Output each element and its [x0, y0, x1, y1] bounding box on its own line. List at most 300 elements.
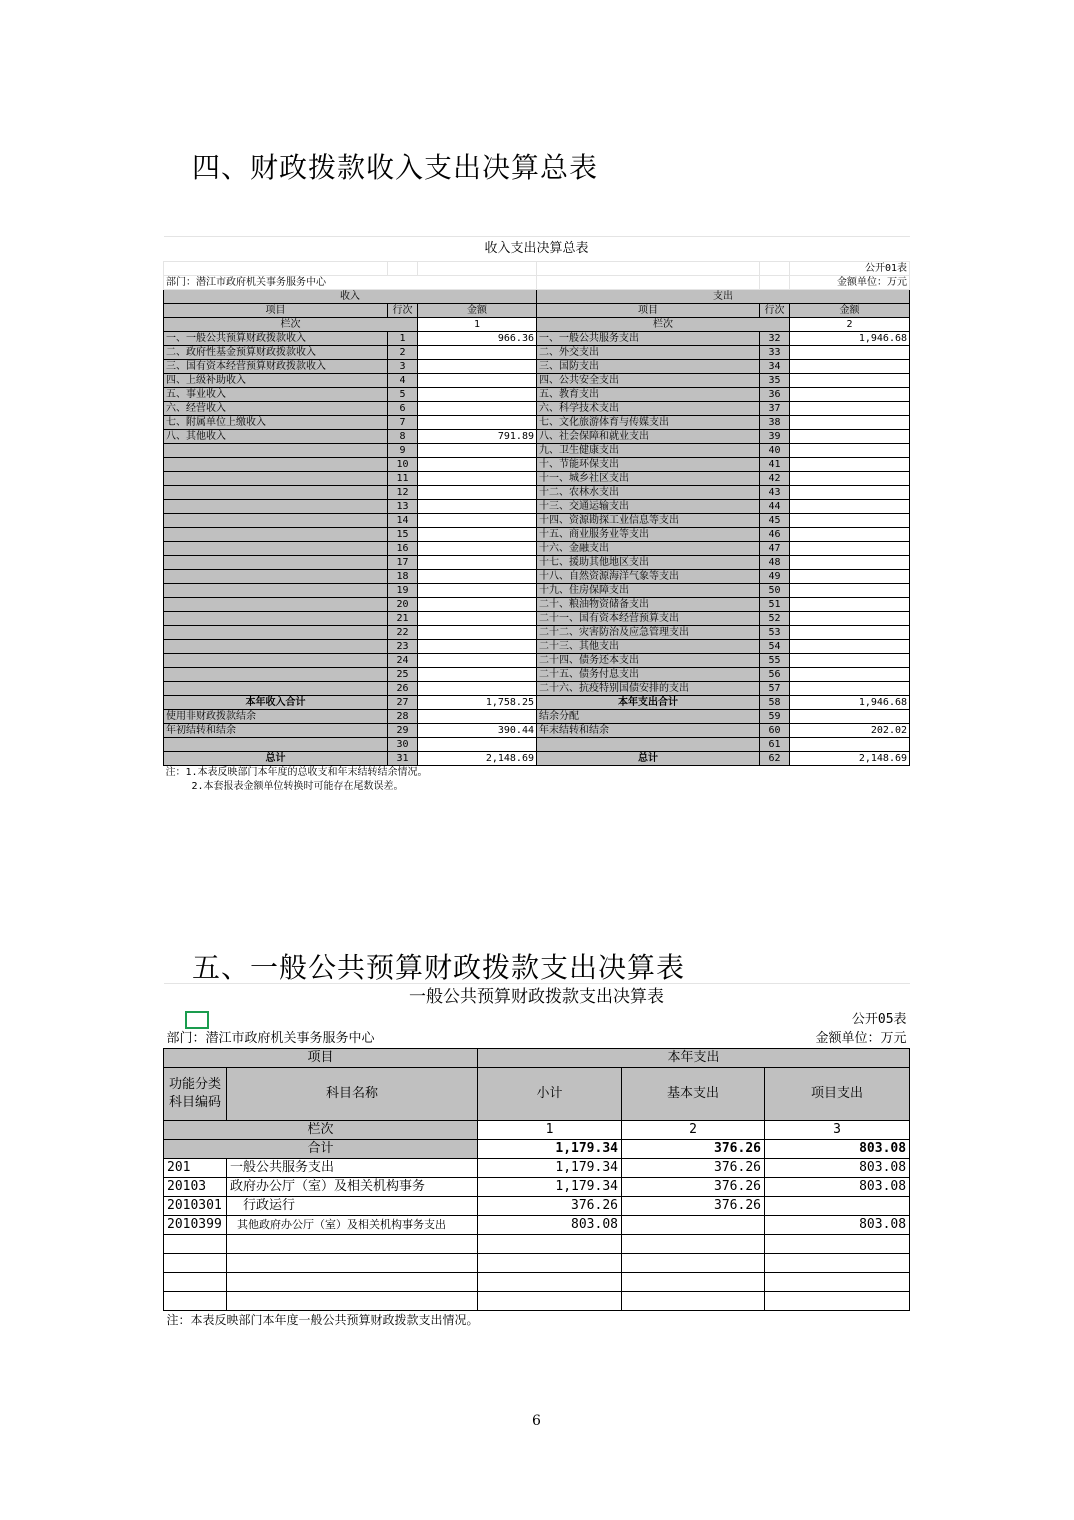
income-item: 使用非财政拨款结余: [164, 710, 388, 724]
table-row: [164, 500, 910, 514]
note-2: 2.本套报表金额单位转换时可能存在尾数误差。: [191, 781, 404, 792]
table-row: [164, 430, 910, 444]
subject-code: 201: [164, 1159, 227, 1178]
col-subject-name: 科目名称: [227, 1068, 478, 1121]
table2-title: 一般公共预算财政拨款支出决算表: [164, 984, 910, 1011]
income-row-no: 24: [388, 654, 418, 668]
expense-row-no: 37: [760, 402, 790, 416]
income-row-no: 12: [388, 486, 418, 500]
expense-item: 十六、金融支出: [537, 542, 760, 556]
note-1: 注：1.本表反映部门本年度的总收支和年末结转结余情况。: [165, 767, 428, 778]
section-heading-4: 四、财政拨款收入支出决算总表: [192, 151, 599, 184]
income-row-no: 13: [388, 500, 418, 514]
income-row-no: 23: [388, 640, 418, 654]
expense-row-no: 38: [760, 416, 790, 430]
col-item-income: 项目: [164, 304, 388, 318]
income-amount: [418, 472, 537, 486]
empty-cell: [227, 1292, 478, 1311]
expense-amount: [790, 598, 910, 612]
table-row: [164, 696, 910, 710]
project-expense: 803.08: [765, 1159, 910, 1178]
expense-amount: [790, 416, 910, 430]
income-item: [164, 486, 388, 500]
lanci-2: 2: [790, 318, 910, 332]
expense-item: 二十二、灾害防治及应急管理支出: [537, 626, 760, 640]
empty-cell: [164, 1235, 227, 1254]
income-amount: [418, 402, 537, 416]
expense-item: 十七、援助其他地区支出: [537, 556, 760, 570]
income-header: 收入: [164, 290, 537, 304]
col-row-income: 行次: [388, 304, 418, 318]
income-row-no: 8: [388, 430, 418, 444]
table1-dept: 部门：潜江市政府机关事务服务中心: [164, 276, 537, 290]
basic-expense: 376.26: [622, 1197, 765, 1216]
income-row-no: 26: [388, 682, 418, 696]
table2-code: 公开05表: [851, 1012, 907, 1027]
col-item-expense: 项目: [537, 304, 760, 318]
income-item: 本年收入合计: [164, 696, 388, 710]
expense-amount: [790, 738, 910, 752]
expense-row-no: 36: [760, 388, 790, 402]
income-item: [164, 458, 388, 472]
income-item: [164, 738, 388, 752]
expense-item: 七、文化旅游体育与传媒支出: [537, 416, 760, 430]
expense-row-no: 39: [760, 430, 790, 444]
expense-item: 二、外交支出: [537, 346, 760, 360]
expense-header: 支出: [537, 290, 910, 304]
table-row: [164, 360, 910, 374]
table-row: [164, 724, 910, 738]
table-row: [164, 682, 910, 696]
income-amount: [418, 668, 537, 682]
empty-row: [164, 1292, 910, 1311]
subtotal: 376.26: [478, 1197, 622, 1216]
income-item: [164, 542, 388, 556]
total-subtotal: 1,179.34: [478, 1140, 622, 1159]
income-amount: [418, 374, 537, 388]
table-row: [164, 486, 910, 500]
table-row: [164, 640, 910, 654]
table-row: [164, 1197, 910, 1216]
expense-amount: [790, 710, 910, 724]
income-row-no: 14: [388, 514, 418, 528]
section-heading-5: 五、一般公共预算财政拨款支出决算表: [192, 951, 686, 984]
expense-row-no: 34: [760, 360, 790, 374]
income-row-no: 9: [388, 444, 418, 458]
expense-row-no: 44: [760, 500, 790, 514]
table2-dept: 部门：潜江市政府机关事务服务中心: [166, 1031, 375, 1046]
table-row: [164, 332, 910, 346]
expense-row-no: 52: [760, 612, 790, 626]
income-item: [164, 444, 388, 458]
expense-item: 十、节能环保支出: [537, 458, 760, 472]
expense-row-no: 49: [760, 570, 790, 584]
income-amount: [418, 570, 537, 584]
expense-item: 九、卫生健康支出: [537, 444, 760, 458]
empty-cell: [478, 1235, 622, 1254]
table-row: [164, 514, 910, 528]
income-row-no: 31: [388, 752, 418, 766]
table-row: [164, 710, 910, 724]
expense-item: 十九、住房保障支出: [537, 584, 760, 598]
income-amount: [418, 612, 537, 626]
income-item: 八、其他收入: [164, 430, 388, 444]
table-row: [164, 738, 910, 752]
lanci-label-income: 栏次: [164, 318, 418, 332]
empty-cell: [765, 1254, 910, 1273]
expense-row-no: 40: [760, 444, 790, 458]
income-amount: [418, 640, 537, 654]
general-budget-expense-table: [163, 983, 909, 1329]
total-project: 803.08: [765, 1140, 910, 1159]
project-expense: [765, 1197, 910, 1216]
expense-item: 四、公共安全支出: [537, 374, 760, 388]
income-item: [164, 626, 388, 640]
empty-row: [164, 1273, 910, 1292]
expense-amount: [790, 472, 910, 486]
income-row-no: 21: [388, 612, 418, 626]
income-row-no: 5: [388, 388, 418, 402]
income-row-no: 19: [388, 584, 418, 598]
income-row-no: 16: [388, 542, 418, 556]
expense-item: 三、国防支出: [537, 360, 760, 374]
table-row: [164, 612, 910, 626]
table-row: [164, 346, 910, 360]
income-amount: 966.36: [418, 332, 537, 346]
table-row: [164, 472, 910, 486]
income-item: [164, 668, 388, 682]
expense-row-no: 33: [760, 346, 790, 360]
income-item: [164, 500, 388, 514]
income-item: [164, 514, 388, 528]
expense-amount: [790, 528, 910, 542]
expense-row-no: 48: [760, 556, 790, 570]
income-amount: [418, 626, 537, 640]
expense-row-no: 32: [760, 332, 790, 346]
expense-row-no: 59: [760, 710, 790, 724]
subject-code: 2010399: [164, 1216, 227, 1235]
income-item: 四、上级补助收入: [164, 374, 388, 388]
income-item: [164, 528, 388, 542]
table2-note: 注：本表反映部门本年度一般公共预算财政拨款支出情况。: [166, 1313, 479, 1327]
table-row: [164, 570, 910, 584]
expense-item: 二十、粮油物资储备支出: [537, 598, 760, 612]
income-amount: [418, 514, 537, 528]
income-amount: [418, 542, 537, 556]
income-amount: [418, 682, 537, 696]
table-row: [164, 1178, 910, 1197]
lanci-label-expense: 栏次: [537, 318, 790, 332]
expense-item: 年末结转和结余: [537, 724, 760, 738]
subject-code: 20103: [164, 1178, 227, 1197]
empty-cell: [227, 1273, 478, 1292]
income-amount: [418, 444, 537, 458]
expense-amount: [790, 654, 910, 668]
income-item: [164, 556, 388, 570]
income-item: [164, 570, 388, 584]
table-row: [164, 752, 910, 766]
income-amount: 2,148.69: [418, 752, 537, 766]
expense-item: 二十五、债务付息支出: [537, 668, 760, 682]
table1-code: 公开01表: [790, 262, 910, 276]
expense-amount: 2,148.69: [790, 752, 910, 766]
expense-amount: [790, 584, 910, 598]
income-expense-summary-table: [163, 236, 909, 794]
expense-item: 五、教育支出: [537, 388, 760, 402]
expense-item: 十四、资源勘探工业信息等支出: [537, 514, 760, 528]
lanci-label: 栏次: [164, 1121, 478, 1140]
income-item: 三、国有资本经营预算财政拨款收入: [164, 360, 388, 374]
table-row: [164, 374, 910, 388]
income-amount: [418, 584, 537, 598]
expense-amount: [790, 444, 910, 458]
col-item: 项目: [164, 1049, 478, 1068]
expense-item: 十三、交通运输支出: [537, 500, 760, 514]
income-amount: [418, 486, 537, 500]
expense-item: 六、科学技术支出: [537, 402, 760, 416]
expense-amount: 1,946.68: [790, 332, 910, 346]
empty-cell: [478, 1273, 622, 1292]
expense-row-no: 50: [760, 584, 790, 598]
expense-item: 结余分配: [537, 710, 760, 724]
expense-row-no: 51: [760, 598, 790, 612]
table-row: [164, 556, 910, 570]
col-basic: 基本支出: [622, 1068, 765, 1121]
income-row-no: 11: [388, 472, 418, 486]
expense-amount: [790, 640, 910, 654]
expense-row-no: 46: [760, 528, 790, 542]
income-amount: [418, 528, 537, 542]
income-item: 五、事业收入: [164, 388, 388, 402]
expense-row-no: 42: [760, 472, 790, 486]
table-row: [164, 388, 910, 402]
table-row: [164, 458, 910, 472]
col-row-expense: 行次: [760, 304, 790, 318]
expense-item: 十一、城乡社区支出: [537, 472, 760, 486]
expense-row-no: 56: [760, 668, 790, 682]
empty-cell: [164, 1254, 227, 1273]
expense-amount: [790, 626, 910, 640]
subject-name: 行政运行: [227, 1197, 478, 1216]
income-row-no: 15: [388, 528, 418, 542]
expense-item: 十二、农林水支出: [537, 486, 760, 500]
expense-row-no: 45: [760, 514, 790, 528]
empty-cell: [164, 1292, 227, 1311]
expense-amount: [790, 486, 910, 500]
table-row: [164, 1159, 910, 1178]
cell-selection-indicator[interactable]: [185, 1011, 209, 1029]
expense-amount: [790, 556, 910, 570]
expense-item: 八、社会保障和就业支出: [537, 430, 760, 444]
table-row: [164, 668, 910, 682]
income-item: 二、政府性基金预算财政拨款收入: [164, 346, 388, 360]
expense-row-no: 55: [760, 654, 790, 668]
lanci-1: 1: [418, 318, 537, 332]
expense-row-no: 41: [760, 458, 790, 472]
total-basic: 376.26: [622, 1140, 765, 1159]
basic-expense: 376.26: [622, 1178, 765, 1197]
table-row: [164, 416, 910, 430]
table1-unit: 金额单位：万元: [790, 276, 910, 290]
subject-name: 政府办公厅（室）及相关机构事务: [227, 1178, 478, 1197]
income-row-no: 4: [388, 374, 418, 388]
income-amount: [418, 500, 537, 514]
income-amount: [418, 346, 537, 360]
table-row: [164, 1216, 910, 1235]
subtotal: 1,179.34: [478, 1159, 622, 1178]
project-expense: 803.08: [765, 1216, 910, 1235]
expense-amount: [790, 612, 910, 626]
expense-amount: [790, 458, 910, 472]
expense-amount: 1,946.68: [790, 696, 910, 710]
income-amount: [418, 458, 537, 472]
empty-cell: [765, 1273, 910, 1292]
expense-amount: [790, 668, 910, 682]
expense-item: 二十四、债务还本支出: [537, 654, 760, 668]
expense-amount: [790, 542, 910, 556]
income-amount: [418, 654, 537, 668]
income-row-no: 30: [388, 738, 418, 752]
income-amount: [418, 598, 537, 612]
col-project: 项目支出: [765, 1068, 910, 1121]
income-amount: 1,758.25: [418, 696, 537, 710]
income-row-no: 17: [388, 556, 418, 570]
income-amount: [418, 388, 537, 402]
subtotal: 1,179.34: [478, 1178, 622, 1197]
table-row: [164, 584, 910, 598]
expense-amount: [790, 570, 910, 584]
income-row-no: 10: [388, 458, 418, 472]
income-row-no: 29: [388, 724, 418, 738]
income-amount: 791.89: [418, 430, 537, 444]
income-item: [164, 654, 388, 668]
col-amount-income: 金额: [418, 304, 537, 318]
expense-amount: [790, 682, 910, 696]
income-amount: [418, 710, 537, 724]
expense-row-no: 35: [760, 374, 790, 388]
col-amount-expense: 金额: [790, 304, 910, 318]
col-subtotal: 小计: [478, 1068, 622, 1121]
income-row-no: 25: [388, 668, 418, 682]
empty-cell: [765, 1235, 910, 1254]
income-row-no: 6: [388, 402, 418, 416]
basic-expense: 376.26: [622, 1159, 765, 1178]
income-item: [164, 682, 388, 696]
expense-item: 本年支出合计: [537, 696, 760, 710]
empty-row: [164, 1235, 910, 1254]
table1-title: 收入支出决算总表: [164, 237, 910, 262]
expense-row-no: 47: [760, 542, 790, 556]
empty-cell: [622, 1292, 765, 1311]
empty-cell: [622, 1273, 765, 1292]
expense-amount: [790, 402, 910, 416]
expense-amount: [790, 514, 910, 528]
income-item: 总计: [164, 752, 388, 766]
expense-row-no: 53: [760, 626, 790, 640]
subject-name: 其他政府办公厅（室）及相关机构事务支出: [227, 1216, 478, 1235]
expense-item: 二十一、国有资本经营预算支出: [537, 612, 760, 626]
expense-amount: [790, 360, 910, 374]
income-item: 七、附属单位上缴收入: [164, 416, 388, 430]
income-amount: [418, 416, 537, 430]
income-amount: 390.44: [418, 724, 537, 738]
income-item: [164, 612, 388, 626]
total-label: 合计: [164, 1140, 478, 1159]
table-row: [164, 598, 910, 612]
expense-amount: [790, 430, 910, 444]
income-item: [164, 472, 388, 486]
table-row: [164, 542, 910, 556]
income-row-no: 7: [388, 416, 418, 430]
expense-amount: [790, 346, 910, 360]
empty-cell: [478, 1292, 622, 1311]
project-expense: 803.08: [765, 1178, 910, 1197]
income-row-no: 2: [388, 346, 418, 360]
table-row: [164, 402, 910, 416]
income-row-no: 27: [388, 696, 418, 710]
expense-item: 一、一般公共服务支出: [537, 332, 760, 346]
expense-item: 十八、自然资源海洋气象等支出: [537, 570, 760, 584]
expense-amount: [790, 388, 910, 402]
income-item: [164, 584, 388, 598]
income-item: 一、一般公共预算财政拨款收入: [164, 332, 388, 346]
income-row-no: 28: [388, 710, 418, 724]
expense-item: 十五、商业服务业等支出: [537, 528, 760, 542]
income-item: [164, 640, 388, 654]
expense-row-no: 54: [760, 640, 790, 654]
income-row-no: 18: [388, 570, 418, 584]
expense-row-no: 58: [760, 696, 790, 710]
expense-amount: [790, 374, 910, 388]
expense-item: 二十六、抗疫特别国债安排的支出: [537, 682, 760, 696]
empty-cell: [622, 1254, 765, 1273]
basic-expense: [622, 1216, 765, 1235]
income-amount: [418, 360, 537, 374]
income-item: 年初结转和结余: [164, 724, 388, 738]
table-row: [164, 444, 910, 458]
expense-amount: 202.02: [790, 724, 910, 738]
col-current-year: 本年支出: [478, 1049, 910, 1068]
expense-row-no: 43: [760, 486, 790, 500]
income-row-no: 3: [388, 360, 418, 374]
empty-cell: [227, 1254, 478, 1273]
lanci-2: 2: [622, 1121, 765, 1140]
subject-name: 一般公共服务支出: [227, 1159, 478, 1178]
expense-item: [537, 738, 760, 752]
income-amount: [418, 556, 537, 570]
empty-row: [164, 1254, 910, 1273]
page-number: 6: [532, 1413, 541, 1429]
expense-item: 二十三、其他支出: [537, 640, 760, 654]
income-row-no: 1: [388, 332, 418, 346]
income-item: 六、经营收入: [164, 402, 388, 416]
table-row: [164, 626, 910, 640]
income-row-no: 22: [388, 626, 418, 640]
expense-item: 总计: [537, 752, 760, 766]
expense-row-no: 61: [760, 738, 790, 752]
income-amount: [418, 738, 537, 752]
empty-cell: [478, 1254, 622, 1273]
lanci-3: 3: [765, 1121, 910, 1140]
empty-cell: [622, 1235, 765, 1254]
lanci-1: 1: [478, 1121, 622, 1140]
table-row: [164, 528, 910, 542]
table-row: [164, 654, 910, 668]
empty-cell: [164, 1273, 227, 1292]
subtotal: 803.08: [478, 1216, 622, 1235]
empty-cell: [227, 1235, 478, 1254]
income-item: [164, 598, 388, 612]
